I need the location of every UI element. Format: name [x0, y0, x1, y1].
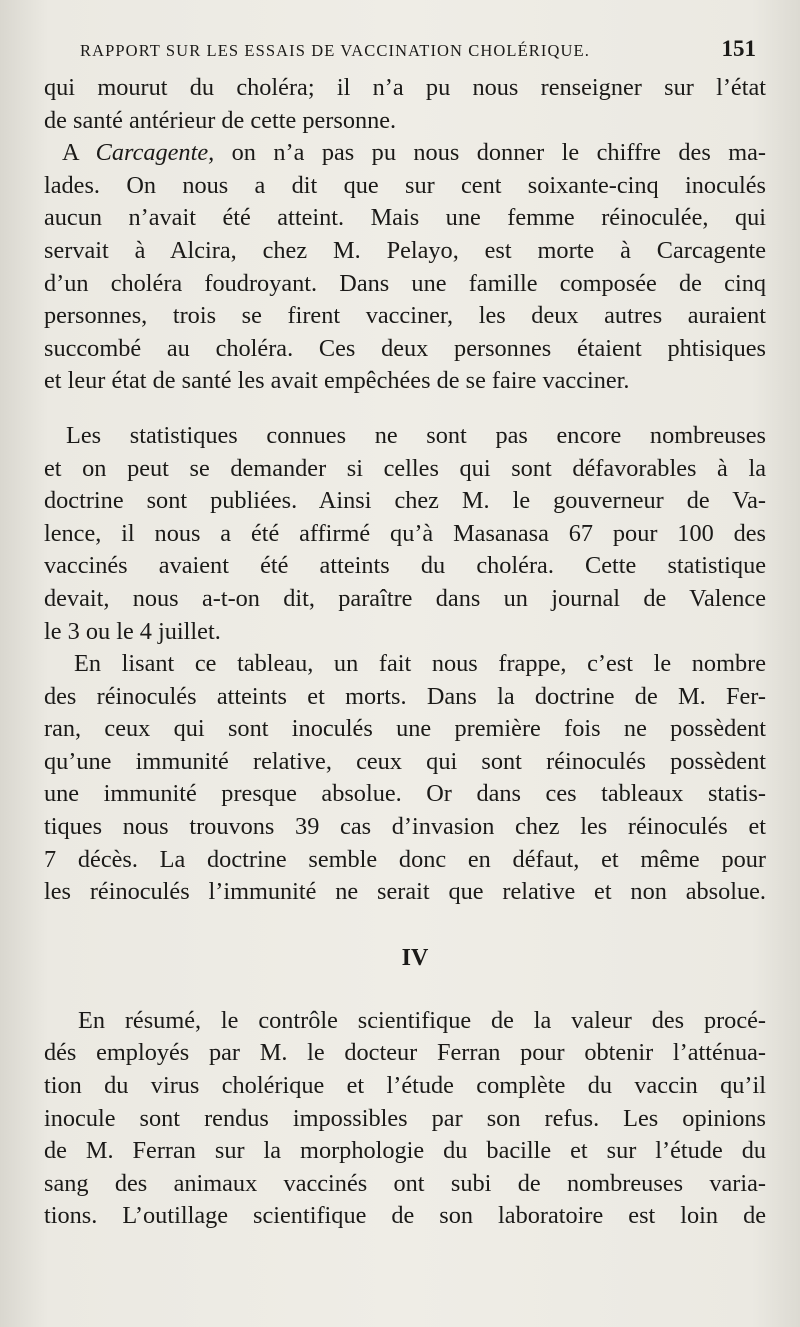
paragraph-statistiques [44, 420, 766, 648]
running-head [80, 36, 756, 66]
text-line-with-italic [44, 137, 766, 170]
text-line: devait, nous a-t-on dit, paraître dans un journal de Valence [44, 584, 766, 612]
section-heading: IV [401, 944, 429, 971]
text-line: personnes, trois se firent vacciner, les deux autres auraient [44, 302, 766, 330]
text-line: d’un choléra foudroyant. Dans une famille composée de cinq [44, 269, 766, 297]
text-line: une immunité presque absolue. Or dans ces tableaux statis- [44, 780, 766, 808]
paragraph-resume [44, 1005, 766, 1233]
text-line: de santé antérieur de cette personne. [44, 106, 397, 134]
text-line: En résumé, le contrôle scientifique de la valeur des procé- [78, 1006, 766, 1034]
line-rest: on n’a pas pu nous donner le chiffre des ma- [214, 139, 766, 167]
page-number: 151 [721, 36, 756, 61]
paragraph-gap [44, 983, 766, 1005]
text-line: tiques nous trouvons 39 cas d’invasion chez les réinoculés et [44, 813, 766, 841]
text-line: ran, ceux qui sont inoculés une première fois ne possèdent [44, 715, 766, 743]
running-head-title: RAPPORT SUR LES ESSAIS DE VACCINATION CHOLÉRIQUE. [80, 41, 590, 60]
text-line: qui mourut du choléra; il n’a pu nous renseigner sur l’état [44, 74, 766, 101]
text-line: lence, il nous a été affirmé qu’à Masanasa 67 pour 100 des [44, 519, 766, 547]
text-line: dés employés par M. le docteur Ferran pour obtenir l’atténua- [44, 1039, 766, 1067]
italic-place-name: Carcagente, [95, 139, 215, 167]
text-line: Les statistiques connues ne sont pas encore nombreuses [66, 421, 766, 449]
text-line: le 3 ou le 4 juillet. [44, 617, 221, 645]
line-prefix: A [62, 139, 96, 167]
text-line: inocule sont rendus impossibles par son refus. Les opinions [44, 1104, 766, 1132]
text-line: qu’une immunité relative, ceux qui sont réinoculés possèdent [44, 747, 766, 775]
text-line: tions. L’outillage scientifique de son laboratoire est loin de [44, 1202, 766, 1230]
text-line: les réinoculés l’immunité ne serait que relative et non absolue. [44, 878, 766, 906]
text-line: servait à Alcira, chez M. Pelayo, est morte à Carcagente [44, 236, 766, 264]
paragraph-tableau [44, 648, 766, 909]
body-text [44, 72, 766, 1233]
text-line: et on peut se demander si celles qui sont défavorables à la [44, 454, 766, 482]
section-gap [44, 909, 766, 933]
text-line: 7 décès. La doctrine semble donc en défaut, et même pour [44, 845, 766, 873]
paragraph-gap [44, 398, 766, 420]
paragraph-continuation [44, 72, 766, 137]
text-line: tion du virus cholérique et l’étude complète du vaccin qu’il [44, 1072, 766, 1100]
text-line: En lisant ce tableau, un fait nous frappe, c’est le nombre [74, 650, 766, 678]
text-line: aucun n’avait été atteint. Mais une femme réinoculée, qui [44, 204, 766, 232]
text-line: succombé au choléra. Ces deux personnes étaient phtisiques [44, 334, 766, 362]
text-line: vaccinés avaient été atteints du choléra. Cette statistique [44, 552, 766, 580]
paragraph-carcagente [44, 137, 766, 398]
text-line: lades. On nous a dit que sur cent soixante-cinq inoculés [44, 171, 766, 199]
text-line: doctrine sont publiées. Ainsi chez M. le gouverneur de Va- [44, 487, 766, 515]
text-line: et leur état de santé les avait empêchées de se faire vacciner. [44, 367, 630, 395]
text-line: sang des animaux vaccinés ont subi de nombreuses varia- [44, 1169, 766, 1197]
text-line: des réinoculés atteints et morts. Dans la doctrine de M. Fer- [44, 682, 766, 710]
text-line: de M. Ferran sur la morphologie du bacille et sur l’étude du [44, 1137, 766, 1165]
